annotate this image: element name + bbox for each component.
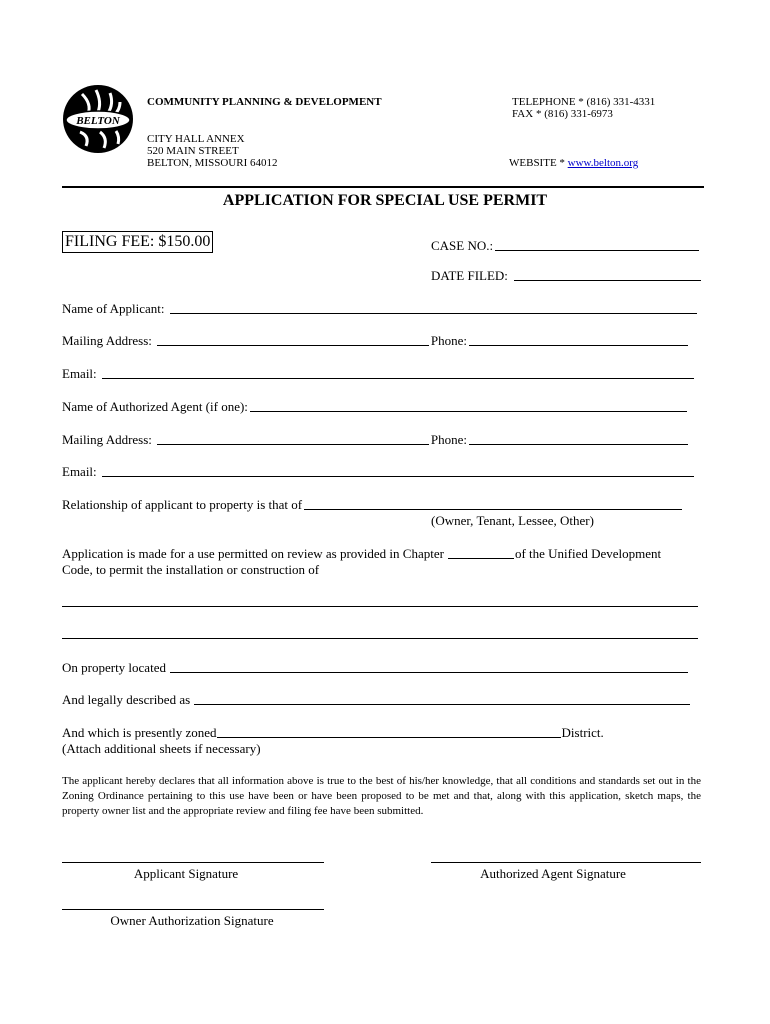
date-filed-input[interactable] (514, 268, 701, 281)
relationship-label: Relationship of applicant to property is that of (62, 497, 303, 512)
application-text-a: Application is made for a use permitted on review as provided in Chapter (62, 546, 444, 561)
email-label-1: Email: (62, 366, 97, 381)
header-divider (62, 186, 704, 188)
attach-note: (Attach additional sheets if necessary) (62, 741, 261, 756)
property-located-row (62, 660, 688, 676)
applicant-signature-label: Applicant Signature (133, 866, 239, 881)
mailing-address-row-1 (62, 333, 688, 349)
website (509, 157, 638, 170)
email-row-1 (62, 366, 694, 382)
legally-described-row (62, 692, 690, 708)
address-line-1: CITY HALL ANNEX (147, 133, 245, 145)
page-title: APPLICATION FOR SPECIAL USE PERMIT (222, 192, 548, 209)
phone-label-2: Phone: (430, 432, 468, 447)
website-link[interactable]: www.belton.org (567, 157, 639, 169)
relationship-hint: (Owner, Tenant, Lessee, Other) (431, 513, 594, 528)
agent-name-label: Name of Authorized Agent (if one): (62, 399, 248, 414)
property-located-input[interactable] (170, 660, 688, 673)
mailing-address-label-2: Mailing Address: (62, 432, 152, 447)
website-label: WEBSITE * (509, 157, 568, 169)
legally-described-input[interactable] (194, 692, 690, 705)
phone-label-1: Phone: (430, 333, 468, 348)
mailing-address-row-2 (62, 432, 688, 448)
fax: FAX * (816) 331-6973 (512, 108, 613, 120)
zoned-input[interactable] (217, 725, 561, 738)
relationship-row (62, 497, 682, 513)
phone-input-2[interactable] (469, 432, 688, 445)
phone-input-1[interactable] (469, 333, 688, 346)
email-label-2: Email: (62, 464, 97, 479)
address-line-2: 520 MAIN STREET (147, 145, 239, 157)
agent-signature-line[interactable] (431, 862, 701, 863)
relationship-input[interactable] (304, 497, 682, 510)
applicant-name-input[interactable] (170, 301, 697, 314)
zoned-label: And which is presently zoned (62, 725, 217, 740)
applicant-name-label: Name of Applicant: (62, 301, 165, 316)
construction-line-2[interactable] (62, 638, 698, 639)
department-name: COMMUNITY PLANNING & DEVELOPMENT (147, 96, 382, 108)
belton-logo (62, 84, 134, 154)
owner-signature-label: Owner Authorization Signature (110, 913, 274, 928)
case-no-label: CASE NO.: (431, 238, 494, 253)
application-chapter-row (62, 546, 661, 562)
email-row-2 (62, 464, 694, 480)
address-line-3: BELTON, MISSOURI 64012 (147, 157, 278, 169)
owner-signature-line[interactable] (62, 909, 324, 910)
svg-text:BELTON: BELTON (76, 115, 120, 127)
date-filed-row (431, 268, 701, 284)
agent-name-input[interactable] (250, 399, 687, 412)
email-input-1[interactable] (102, 366, 694, 379)
construction-line-1[interactable] (62, 606, 698, 607)
application-text-b: of the Unified Development (514, 546, 662, 561)
application-text-c: Code, to permit the installation or construction of (62, 562, 320, 577)
case-no-row (431, 238, 699, 254)
agent-signature-label: Authorized Agent Signature (480, 866, 626, 881)
telephone: TELEPHONE * (816) 331-4331 (512, 96, 656, 108)
belton-seal-icon (62, 84, 134, 154)
applicant-signature-line[interactable] (62, 862, 324, 863)
declaration-paragraph: The applicant hereby declares that all information above is true to the best of his/her knowledge, that all conditions and standards set out in the Zoning Ordinance pertaining to this use have been or have been proposed to be met and that, along with this application, sketch maps, the property owner list and the appropriate review and filing fee have been submitted. (62, 775, 701, 817)
case-no-input[interactable] (495, 238, 699, 251)
applicant-name-row (62, 301, 697, 317)
legally-described-label: And legally described as (62, 692, 191, 707)
date-filed-label: DATE FILED: (431, 268, 508, 283)
property-located-label: On property located (62, 660, 166, 675)
agent-name-row (62, 399, 687, 415)
mailing-address-label-1: Mailing Address: (62, 333, 152, 348)
filing-fee-box: FILING FEE: $150.00 (62, 231, 213, 253)
email-input-2[interactable] (102, 464, 694, 477)
mailing-address-input-2[interactable] (157, 432, 429, 445)
district-label: District. (561, 725, 604, 740)
chapter-input[interactable] (448, 546, 514, 559)
zoned-row (62, 725, 604, 741)
mailing-address-input-1[interactable] (157, 333, 429, 346)
